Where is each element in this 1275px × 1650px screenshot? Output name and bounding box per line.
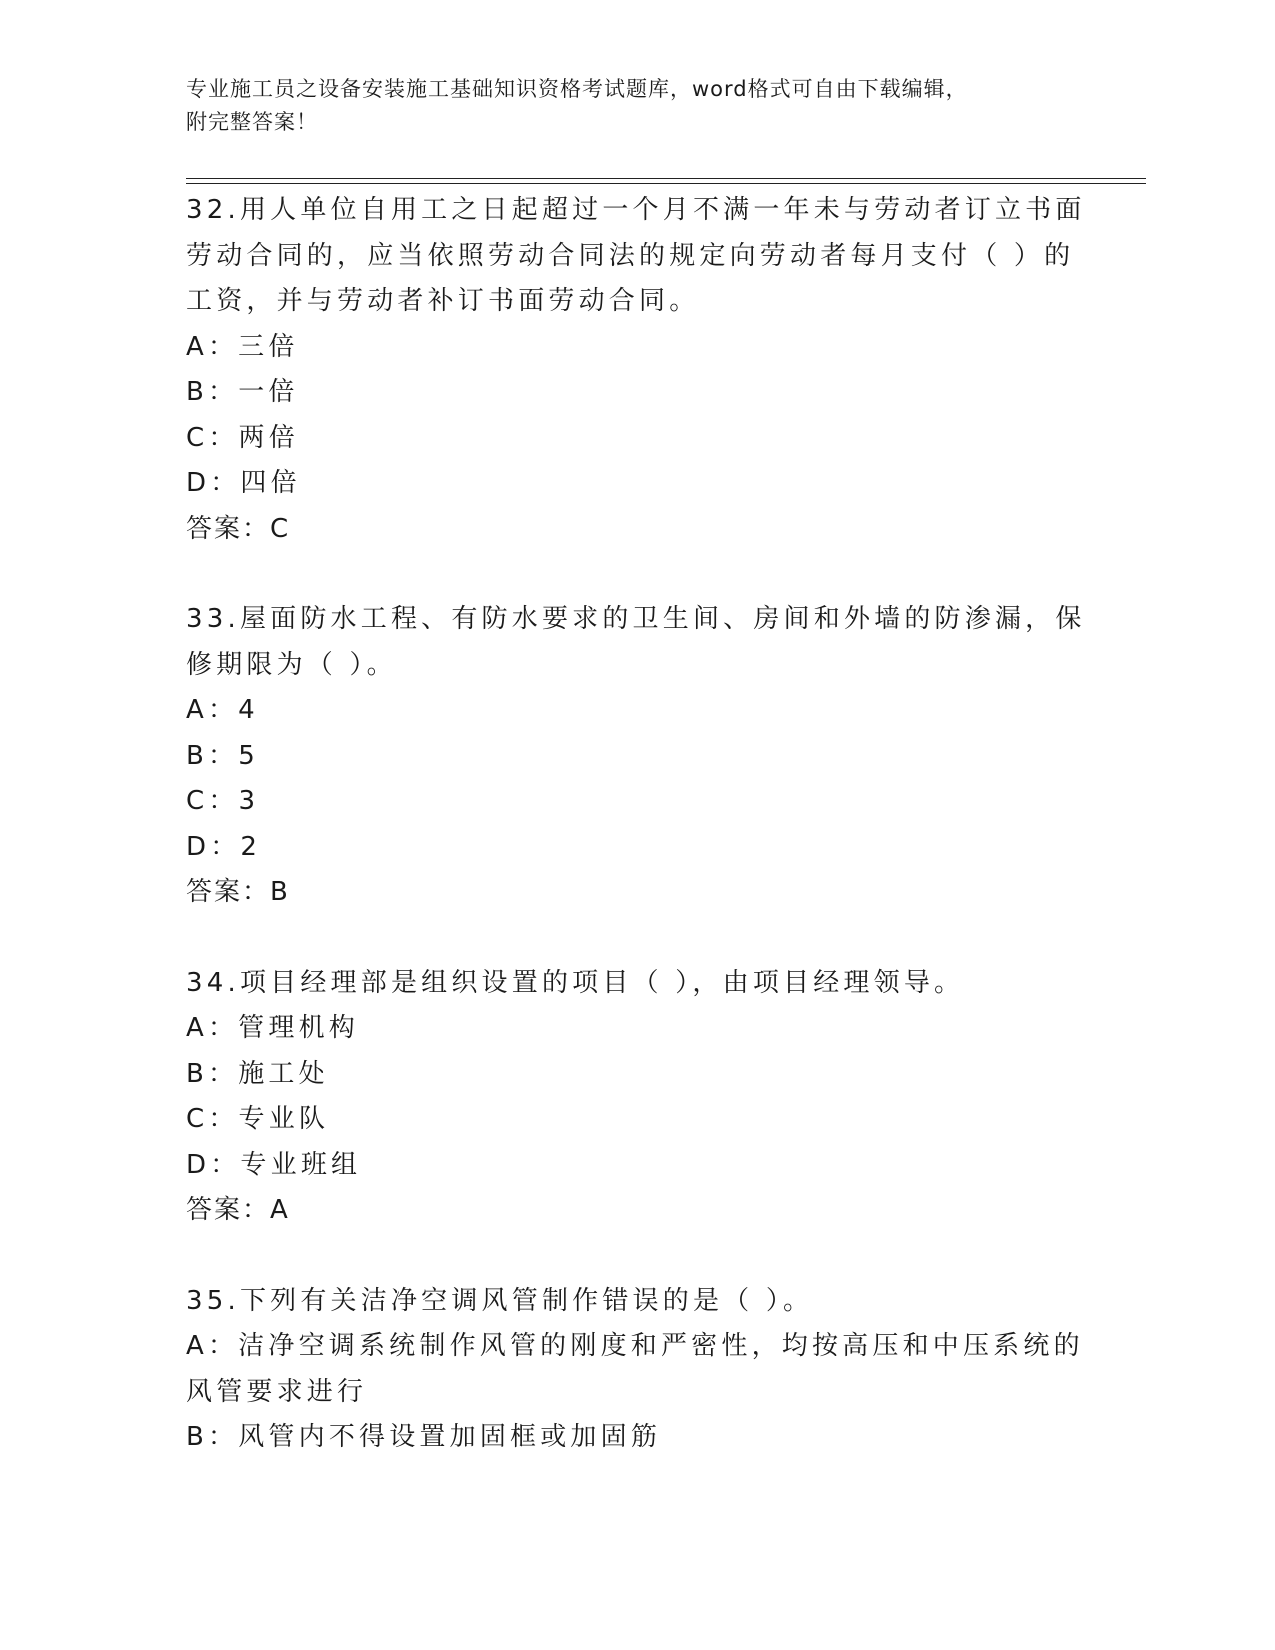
option-c: C：3 (186, 786, 260, 816)
option-b: B：风管内不得设置加固框或加固筋 (186, 1422, 662, 1452)
question-32 (186, 188, 1086, 552)
answer-label: 答案：B (186, 877, 290, 907)
option-c: C：专业队 (186, 1104, 330, 1134)
header-divider-top (186, 178, 1146, 179)
option-a: A：三倍 (186, 331, 299, 362)
header-line-2: 附完整答案！ (186, 110, 318, 134)
question-text: 34.项目经理部是组织设置的项目（ ），由项目经理领导。 (186, 967, 965, 998)
option-c: C：两倍 (186, 422, 299, 453)
option-a: A：管理机构 (186, 1013, 359, 1043)
option-a: A：4 (186, 695, 259, 725)
question-list (186, 188, 1086, 1506)
question-text: 35.下列有关洁净空调风管制作错误的是（ ）。 (186, 1285, 814, 1316)
option-b: B：施工处 (186, 1058, 329, 1089)
question-35 (186, 1279, 1086, 1461)
option-b: B：一倍 (186, 377, 299, 407)
question-33 (186, 597, 1086, 916)
header-divider-bottom (186, 183, 1146, 184)
option-d: D：2 (186, 831, 262, 862)
document-header (186, 73, 1086, 139)
question-34 (186, 961, 1086, 1234)
option-a: A：洁净空调系统制作风管的刚度和严密性，均按高压和中压系统的风管要求进行 (186, 1331, 1084, 1407)
answer-label: 答案：A (186, 1195, 290, 1225)
option-d: D：专业班组 (186, 1149, 362, 1180)
question-text: 33.屋面防水工程、有防水要求的卫生间、房间和外墙的防渗漏，保修期限为（ ）。 (186, 604, 1086, 680)
question-text: 32.用人单位自用工之日起超过一个月不满一年未与劳动者订立书面劳动合同的，应当依照劳动合同法的规定向劳动者每月支付（ ）的工资，并与劳动者补订书面劳动合同。 (186, 195, 1086, 316)
header-line-1: 专业施工员之设备安装施工基础知识资格考试题库，word格式可自由下载编辑， (186, 77, 968, 101)
answer-label: 答案：C (186, 513, 291, 544)
option-d: D：四倍 (186, 468, 301, 498)
option-b: B：5 (186, 740, 259, 771)
